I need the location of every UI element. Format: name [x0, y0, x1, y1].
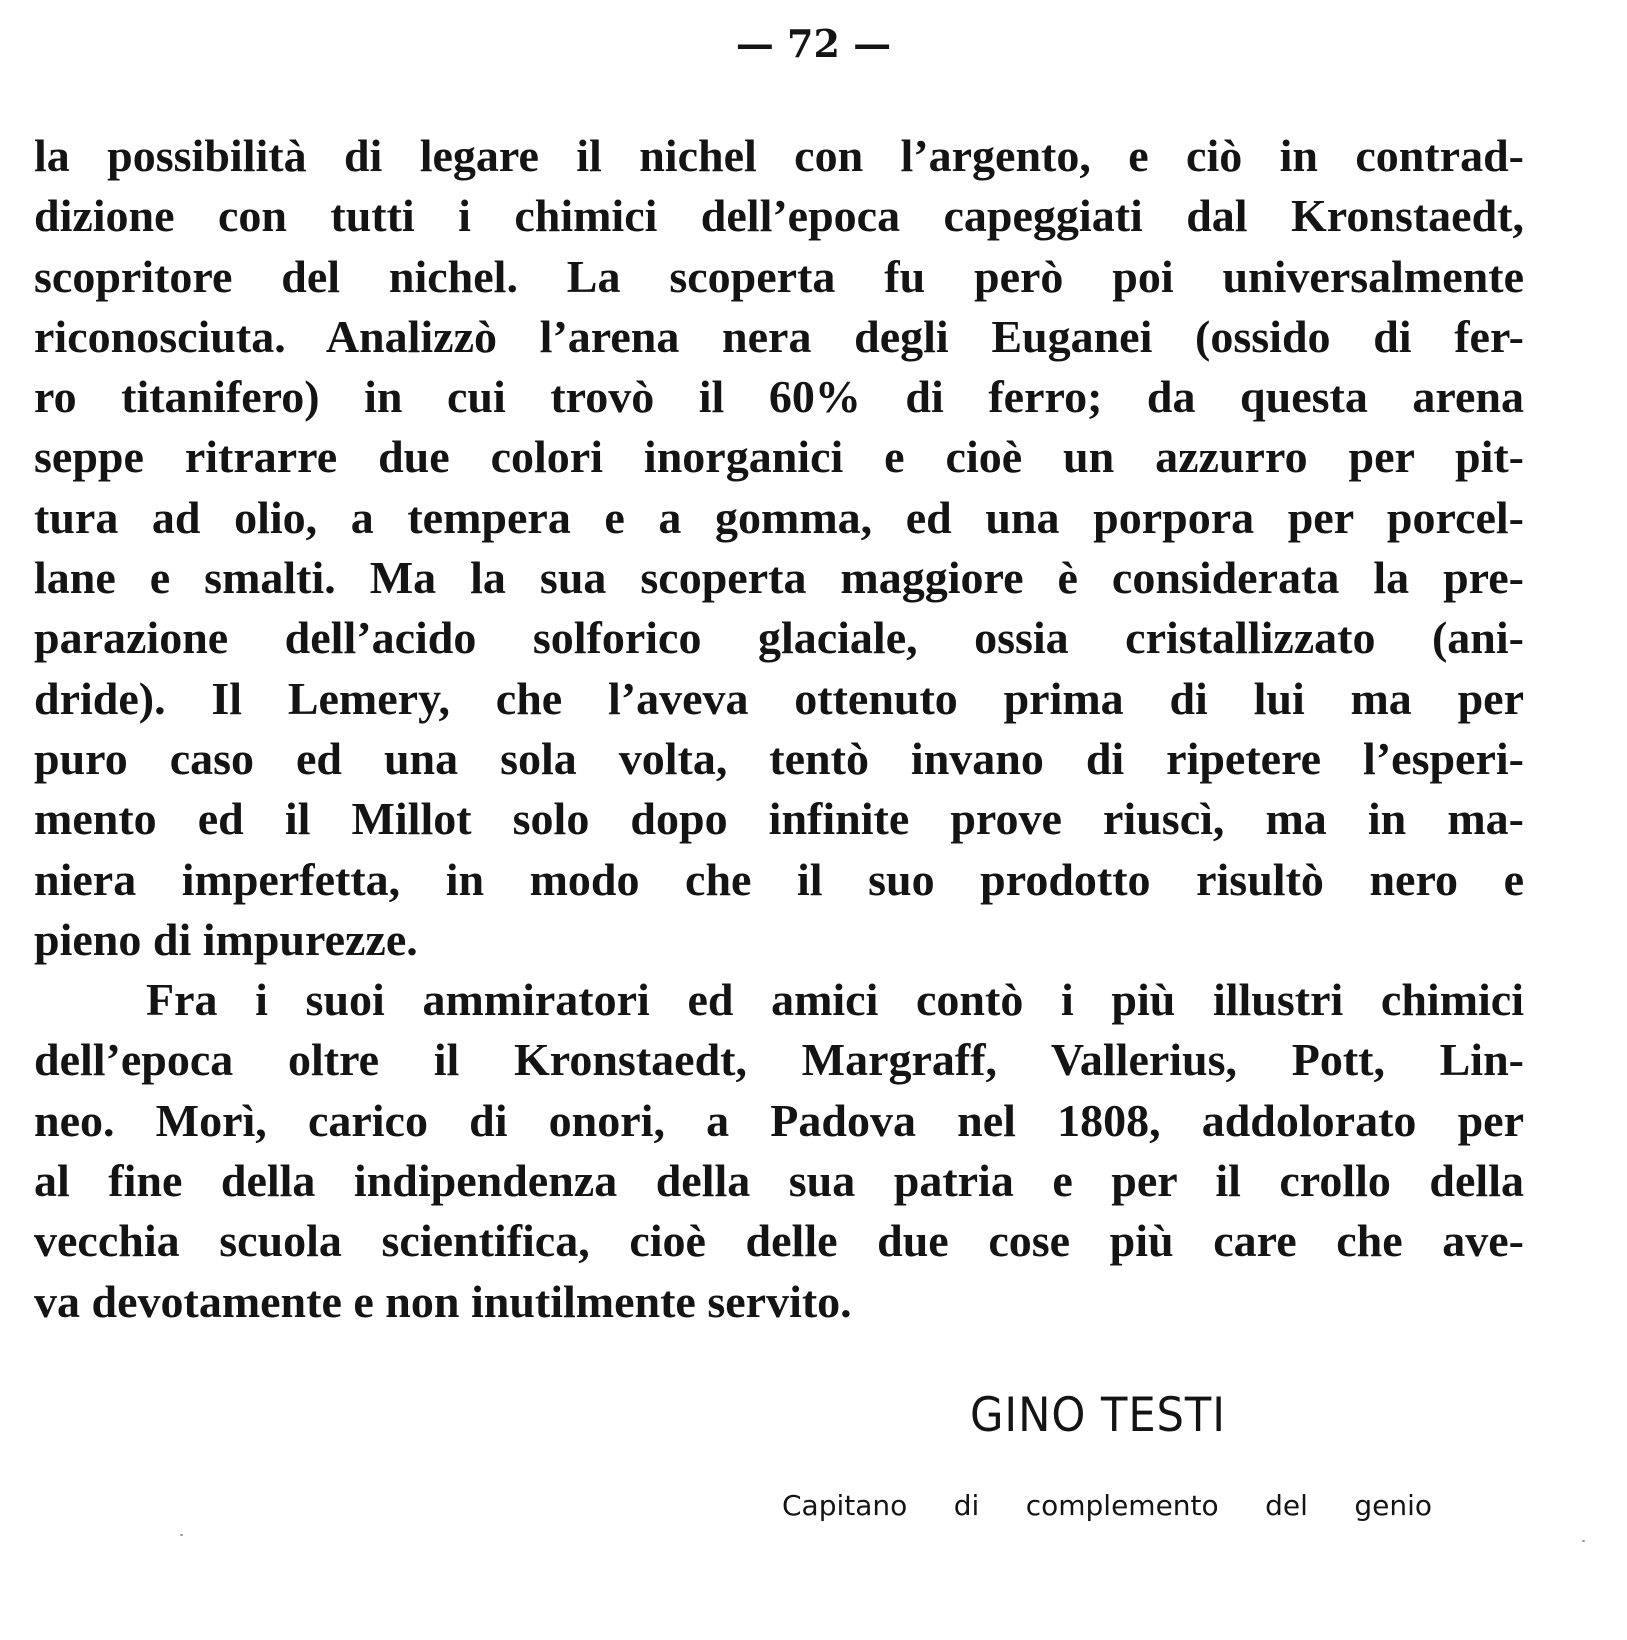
author-title: Capitano di complemento del genio: [782, 1489, 1432, 1522]
text-line: mento ed il Millot solo dopo infinite prove riuscì, ma in ma-: [34, 793, 1524, 845]
text-line: riconosciuta. Analizzò l’arena nera degli Euganei (ossido di fer-: [34, 310, 1524, 362]
text-line: tura ad olio, a tempera e a gomma, ed una porpora per porcel-: [34, 491, 1524, 543]
scan-speck: [1582, 1540, 1585, 1542]
text-line: al fine della indipendenza della sua patria e per il crollo della: [34, 1155, 1524, 1207]
page-number: — 72 —: [735, 21, 892, 66]
text-line: ro titanifero) in cui trovò il 60% di ferro; da questa arena: [34, 371, 1524, 423]
author-name: GINO TESTI: [970, 1388, 1226, 1443]
paragraph-first-line: Fra i suoi ammiratori ed amici contò i più illustri chimici: [146, 974, 1524, 1026]
body-text: [34, 126, 1524, 1332]
text-line: seppe ritrarre due colori inorganici e cioè un azzurro per pit-: [34, 431, 1524, 483]
text-line: parazione dell’acido solforico glaciale, ossia cristallizzato (ani-: [34, 612, 1524, 664]
text-line: dride). Il Lemery, che l’aveva ottenuto prima di lui ma per: [34, 672, 1524, 724]
text-line: puro caso ed una sola volta, tentò invano di ripetere l’esperi-: [34, 732, 1524, 784]
paragraph-last-line: pieno di impurezze.: [34, 913, 418, 965]
text-line: lane e smalti. Ma la sua scoperta maggiore è considerata la pre-: [34, 552, 1524, 604]
text-line: vecchia scuola scientifica, cioè delle due cose più care che ave-: [34, 1215, 1524, 1267]
text-line: scopritore del nichel. La scoperta fu però poi universalmente: [34, 250, 1524, 302]
text-line: niera imperfetta, in modo che il suo prodotto risultò nero e: [34, 853, 1524, 905]
text-line: dell’epoca oltre il Kronstaedt, Margraff, Vallerius, Pott, Lin-: [34, 1034, 1524, 1086]
scan-speck: [180, 1534, 183, 1536]
paragraph-last-line: va devotamente e non inutilmente servito.: [34, 1275, 852, 1327]
text-line: neo. Morì, carico di onori, a Padova nel 1808, addolorato per: [34, 1094, 1524, 1146]
text-line: dizione con tutti i chimici dell’epoca capeggiati dal Kronstaedt,: [34, 190, 1524, 242]
text-line: la possibilità di legare il nichel con l’argento, e ciò in contrad-: [34, 130, 1524, 181]
